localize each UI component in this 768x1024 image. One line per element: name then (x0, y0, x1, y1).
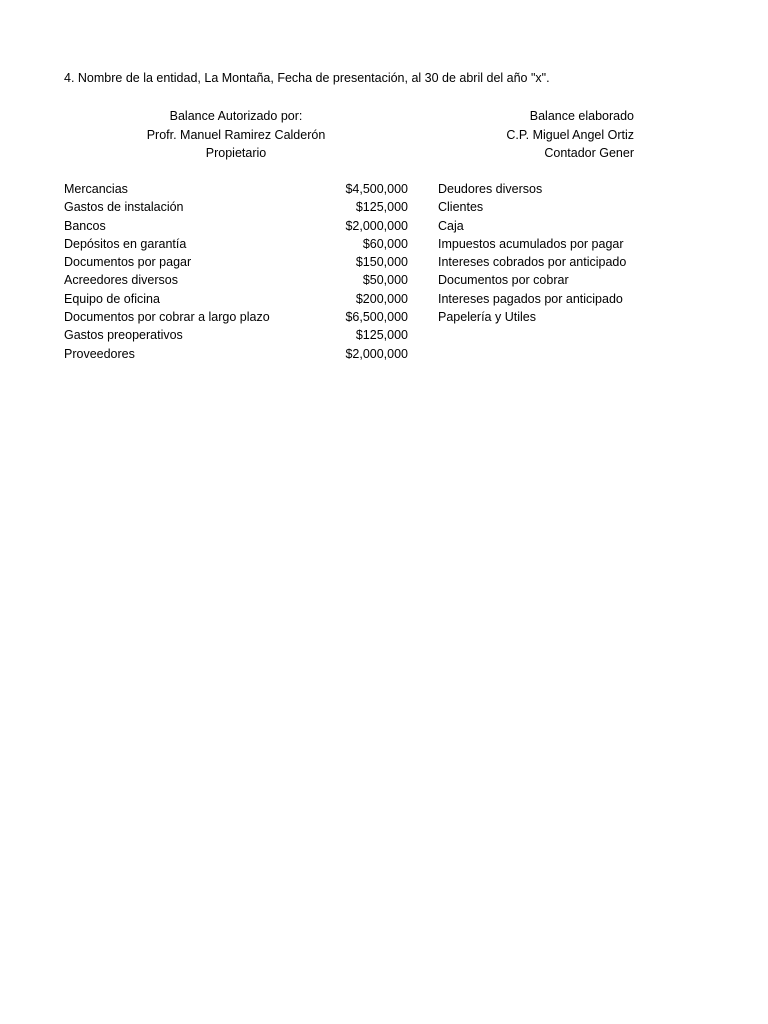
account-row (64, 345, 408, 363)
list-item: Clientes (438, 200, 484, 215)
account-row (64, 235, 408, 253)
account-name: Documentos por cobrar a largo plazo (64, 310, 270, 325)
account-row (64, 308, 408, 326)
document-title: 4. Nombre de la entidad, La Montaña, Fecha de presentación, al 30 de abril del año "x". (64, 71, 550, 85)
account-amount: $50,000 (362, 273, 408, 288)
prepared-name: C.P. Miguel Angel Ortiz (506, 127, 634, 142)
account-row (64, 271, 408, 289)
list-item: Caja (438, 218, 464, 233)
account-amount: $200,000 (355, 291, 408, 306)
list-item: Deudores diversos (438, 182, 543, 196)
account-amount: $125,000 (355, 200, 408, 215)
account-amount: $2,000,000 (345, 218, 408, 233)
account-amount: $2,000,000 (345, 346, 408, 361)
account-amount: $6,500,000 (345, 310, 408, 325)
account-row (64, 198, 408, 216)
account-row (64, 180, 408, 198)
authorized-role: Propietario (205, 146, 267, 160)
account-row (64, 253, 408, 271)
account-name: Acreedores diversos (64, 273, 178, 288)
account-name: Gastos de instalación (64, 200, 184, 215)
list-item: Documentos por cobrar (438, 273, 569, 288)
account-name: Mercancias (64, 182, 128, 196)
prepared-by-block (420, 107, 634, 163)
account-row (64, 290, 408, 308)
account-name: Bancos (64, 218, 106, 233)
account-amount: $150,000 (355, 255, 408, 270)
prepared-role: Contador Gener (544, 146, 634, 160)
account-name: Equipo de oficina (64, 291, 160, 306)
account-amount: $125,000 (355, 328, 408, 343)
account-amount: $4,500,000 (345, 182, 408, 196)
list-item: Papelería y Utiles (438, 310, 536, 325)
authorized-heading: Balance Autorizado por: (169, 109, 303, 123)
list-item: Intereses pagados por anticipado (438, 291, 623, 306)
list-item: Impuestos acumulados por pagar (438, 236, 624, 251)
list-item: Intereses cobrados por anticipado (438, 255, 627, 270)
account-row (64, 217, 408, 235)
account-row (64, 326, 408, 344)
right-accounts-list (438, 180, 668, 326)
prepared-heading: Balance elaborado (529, 109, 634, 123)
authorized-name: Profr. Manuel Ramirez Calderón (146, 127, 326, 142)
account-name: Proveedores (64, 346, 135, 361)
authorized-by-block (116, 107, 356, 163)
account-name: Gastos preoperativos (64, 328, 183, 343)
left-accounts-list (64, 180, 408, 363)
account-name: Depósitos en garantía (64, 236, 187, 251)
account-amount: $60,000 (362, 236, 408, 251)
account-name: Documentos por pagar (64, 255, 192, 270)
